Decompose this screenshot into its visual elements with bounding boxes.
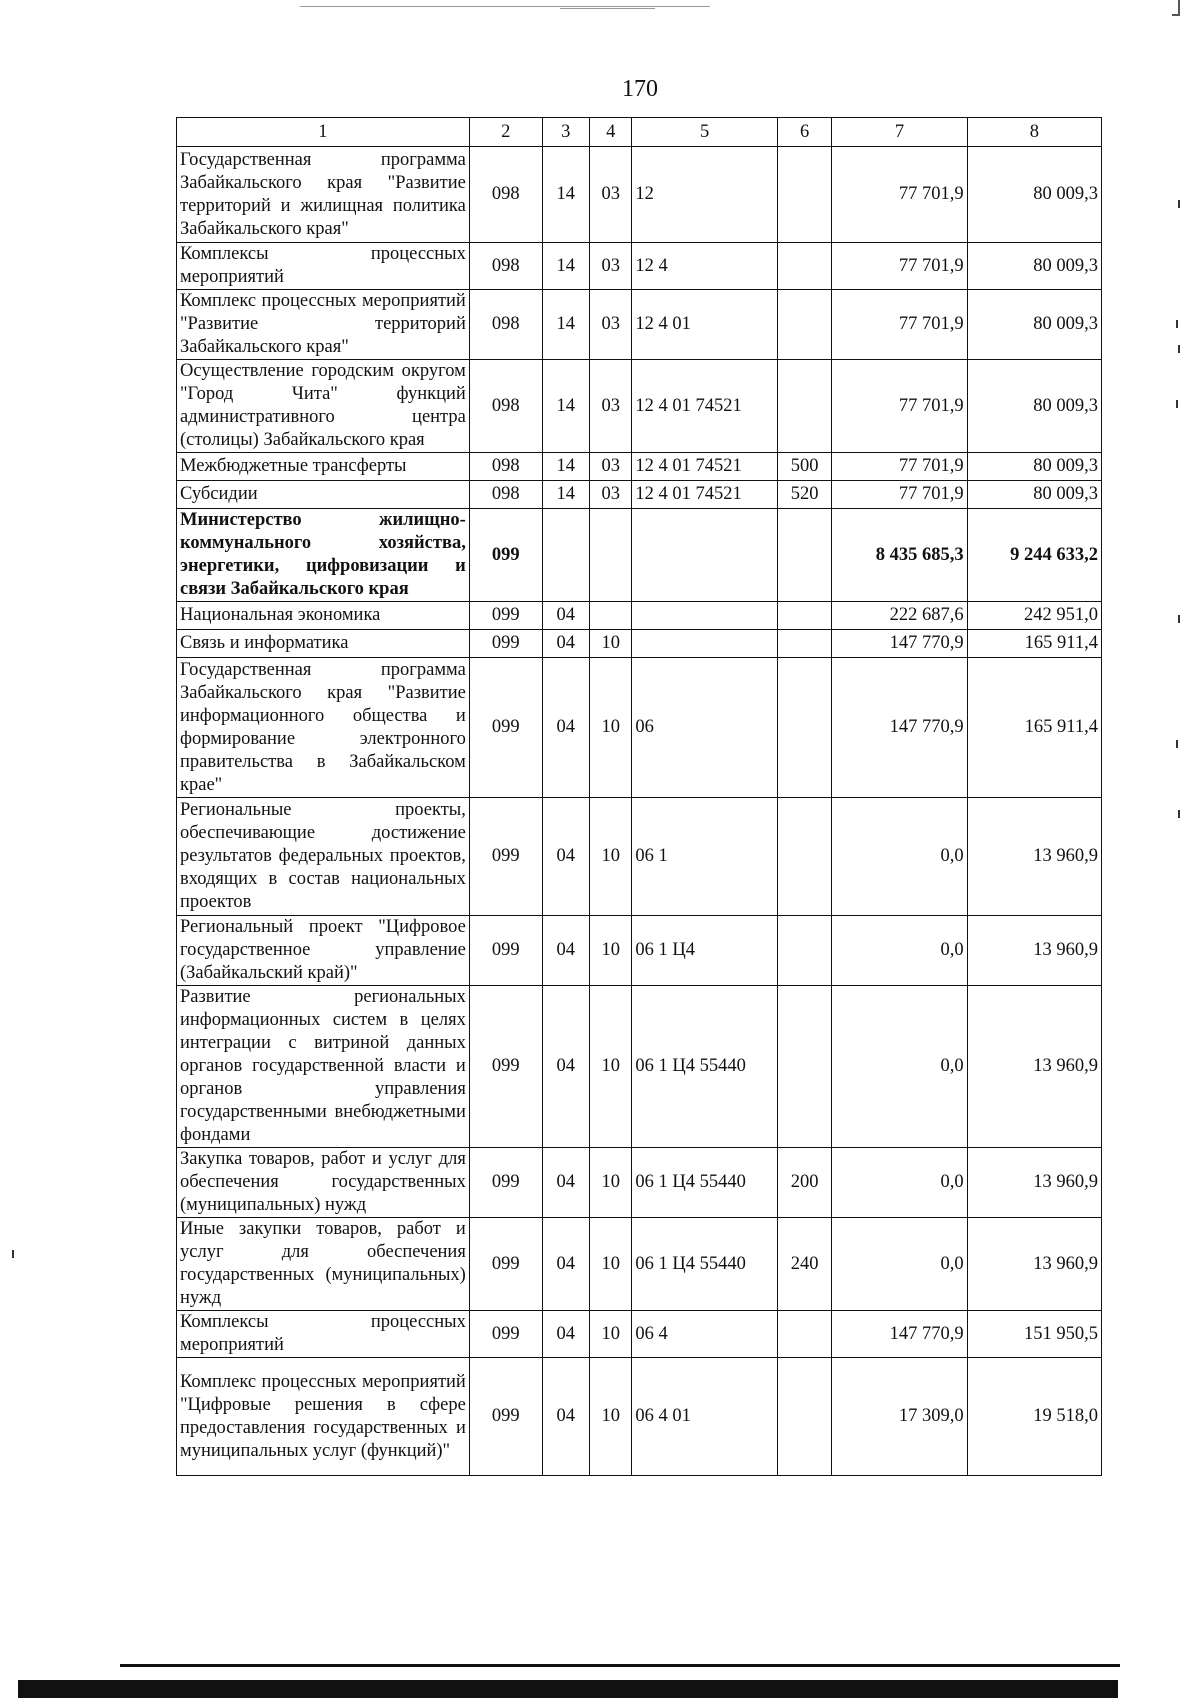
cell-subsection-code: 10 xyxy=(590,798,632,916)
cell-amount-year1: 147 770,9 xyxy=(832,630,967,658)
cell-amount-year2: 151 950,5 xyxy=(967,1311,1101,1358)
cell-amount-year2: 13 960,9 xyxy=(967,1148,1101,1218)
scan-top-rule xyxy=(300,6,710,7)
page-number: 170 xyxy=(622,76,658,102)
cell-section-code: 14 xyxy=(542,243,589,290)
cell-amount-year2: 80 009,3 xyxy=(967,243,1101,290)
cell-amount-year2: 13 960,9 xyxy=(967,916,1101,986)
cell-ministry-code: 098 xyxy=(469,290,542,360)
cell-subsection-code: 10 xyxy=(590,658,632,798)
cell-amount-year2: 19 518,0 xyxy=(967,1358,1101,1476)
cell-amount-year1: 147 770,9 xyxy=(832,658,967,798)
cell-target-article: 06 1 Ц4 55440 xyxy=(632,986,777,1148)
cell-expense-type: 240 xyxy=(777,1218,832,1311)
column-header: 7 xyxy=(832,118,967,147)
cell-amount-year2: 13 960,9 xyxy=(967,1218,1101,1311)
row-name: Комплексы процессных мероприятий xyxy=(177,243,470,290)
cell-ministry-code: 099 xyxy=(469,602,542,630)
cell-ministry-code: 099 xyxy=(469,1358,542,1476)
cell-target-article: 06 1 Ц4 55440 xyxy=(632,1148,777,1218)
cell-subsection-code: 03 xyxy=(590,147,632,243)
table-row xyxy=(177,243,1102,290)
row-name: Региональный проект "Цифровое государственное управление (Забайкальский край)" xyxy=(177,916,470,986)
cell-amount-year2: 165 911,4 xyxy=(967,630,1101,658)
scan-top-rule-short xyxy=(560,8,655,9)
row-name: Комплексы процессных мероприятий xyxy=(177,1311,470,1358)
cell-amount-year1: 0,0 xyxy=(832,986,967,1148)
cell-expense-type xyxy=(777,1311,832,1358)
cell-subsection-code xyxy=(590,509,632,602)
row-name: Региональные проекты, обеспечивающие достижение результатов федеральных проектов, входящих в состав национальных проектов xyxy=(177,798,470,916)
cell-section-code: 04 xyxy=(542,798,589,916)
table-row xyxy=(177,360,1102,453)
cell-target-article: 06 xyxy=(632,658,777,798)
cell-section-code: 14 xyxy=(542,453,589,481)
cell-section-code xyxy=(542,509,589,602)
cell-expense-type xyxy=(777,290,832,360)
row-name: Развитие региональных информационных систем в целях интеграции с витриной данных органов государственной власти и органов управления государственными внебюджетными фондами xyxy=(177,986,470,1148)
row-name: Закупка товаров, работ и услуг для обеспечения государственных (муниципальных) нужд xyxy=(177,1148,470,1218)
table-row xyxy=(177,1311,1102,1358)
cell-ministry-code: 098 xyxy=(469,453,542,481)
table-row xyxy=(177,602,1102,630)
cell-section-code: 14 xyxy=(542,481,589,509)
column-header: 4 xyxy=(590,118,632,147)
cell-expense-type: 500 xyxy=(777,453,832,481)
cell-section-code: 04 xyxy=(542,1218,589,1311)
column-header: 2 xyxy=(469,118,542,147)
cell-target-article: 12 4 xyxy=(632,243,777,290)
table-row xyxy=(177,658,1102,798)
cell-amount-year1: 77 701,9 xyxy=(832,360,967,453)
cell-ministry-code: 099 xyxy=(469,1218,542,1311)
cell-expense-type xyxy=(777,986,832,1148)
cell-ministry-code: 099 xyxy=(469,1311,542,1358)
cell-expense-type xyxy=(777,630,832,658)
cell-expense-type xyxy=(777,360,832,453)
cell-amount-year1: 222 687,6 xyxy=(832,602,967,630)
cell-subsection-code: 03 xyxy=(590,453,632,481)
row-name: Государственная программа Забайкальского края "Развитие территорий и жилищная политика Забайкальского края" xyxy=(177,147,470,243)
cell-amount-year1: 0,0 xyxy=(832,1218,967,1311)
cell-ministry-code: 098 xyxy=(469,147,542,243)
cell-subsection-code: 10 xyxy=(590,1148,632,1218)
cell-amount-year2: 165 911,4 xyxy=(967,658,1101,798)
cell-expense-type xyxy=(777,243,832,290)
cell-subsection-code: 03 xyxy=(590,243,632,290)
table-row xyxy=(177,481,1102,509)
scan-margin-mark xyxy=(1176,400,1178,408)
cell-subsection-code: 10 xyxy=(590,630,632,658)
cell-subsection-code: 03 xyxy=(590,290,632,360)
column-header: 1 xyxy=(177,118,470,147)
scan-margin-mark xyxy=(1178,200,1180,208)
cell-expense-type xyxy=(777,658,832,798)
cell-ministry-code: 099 xyxy=(469,916,542,986)
scan-bottom-edge xyxy=(18,1680,1118,1698)
row-name: Министерство жилищно-коммунального хозяйства, энергетики, цифровизации и связи Забайкальского края xyxy=(177,509,470,602)
cell-target-article: 12 4 01 74521 xyxy=(632,360,777,453)
scan-margin-mark xyxy=(1178,345,1180,353)
budget-table xyxy=(176,117,1102,1476)
cell-section-code: 04 xyxy=(542,1148,589,1218)
cell-subsection-code: 10 xyxy=(590,1311,632,1358)
scan-margin-mark xyxy=(1176,320,1178,328)
row-name: Связь и информатика xyxy=(177,630,470,658)
cell-section-code: 14 xyxy=(542,290,589,360)
cell-section-code: 04 xyxy=(542,630,589,658)
column-header: 3 xyxy=(542,118,589,147)
cell-amount-year1: 77 701,9 xyxy=(832,481,967,509)
cell-expense-type xyxy=(777,1358,832,1476)
cell-amount-year2: 9 244 633,2 xyxy=(967,509,1101,602)
cell-ministry-code: 099 xyxy=(469,509,542,602)
cell-expense-type xyxy=(777,602,832,630)
table-row xyxy=(177,798,1102,916)
cell-target-article: 12 4 01 74521 xyxy=(632,481,777,509)
cell-expense-type xyxy=(777,509,832,602)
cell-subsection-code: 10 xyxy=(590,1358,632,1476)
cell-amount-year1: 8 435 685,3 xyxy=(832,509,967,602)
scan-corner-mark xyxy=(1172,0,1180,16)
table-row xyxy=(177,509,1102,602)
cell-target-article: 12 xyxy=(632,147,777,243)
cell-ministry-code: 098 xyxy=(469,360,542,453)
table-row xyxy=(177,916,1102,986)
cell-target-article: 06 1 xyxy=(632,798,777,916)
row-name: Межбюджетные трансферты xyxy=(177,453,470,481)
scan-margin-mark xyxy=(12,1250,14,1258)
table-row xyxy=(177,1218,1102,1311)
cell-subsection-code: 10 xyxy=(590,916,632,986)
cell-section-code: 14 xyxy=(542,360,589,453)
cell-section-code: 14 xyxy=(542,147,589,243)
cell-amount-year1: 77 701,9 xyxy=(832,243,967,290)
row-name: Государственная программа Забайкальского края "Развитие информационного общества и формирование электронного правительства в Забайкальском крае" xyxy=(177,658,470,798)
cell-target-article: 06 4 01 xyxy=(632,1358,777,1476)
cell-ministry-code: 099 xyxy=(469,798,542,916)
cell-amount-year1: 77 701,9 xyxy=(832,147,967,243)
scan-margin-mark xyxy=(1178,810,1180,818)
cell-section-code: 04 xyxy=(542,1311,589,1358)
table-row xyxy=(177,147,1102,243)
scan-margin-mark xyxy=(1178,615,1180,623)
cell-target-article xyxy=(632,602,777,630)
cell-amount-year2: 80 009,3 xyxy=(967,360,1101,453)
cell-target-article: 06 1 Ц4 xyxy=(632,916,777,986)
cell-ministry-code: 099 xyxy=(469,1148,542,1218)
cell-ministry-code: 098 xyxy=(469,481,542,509)
cell-expense-type: 520 xyxy=(777,481,832,509)
cell-section-code: 04 xyxy=(542,1358,589,1476)
cell-section-code: 04 xyxy=(542,602,589,630)
row-name: Комплекс процессных мероприятий "Цифровые решения в сфере предоставления государственных и муниципальных услуг (функций)" xyxy=(177,1358,470,1476)
cell-amount-year2: 80 009,3 xyxy=(967,290,1101,360)
cell-amount-year1: 77 701,9 xyxy=(832,290,967,360)
cell-ministry-code: 099 xyxy=(469,986,542,1148)
cell-amount-year1: 77 701,9 xyxy=(832,453,967,481)
row-name: Субсидии xyxy=(177,481,470,509)
table-row xyxy=(177,1148,1102,1218)
cell-subsection-code: 03 xyxy=(590,360,632,453)
cell-amount-year2: 13 960,9 xyxy=(967,986,1101,1148)
column-header: 8 xyxy=(967,118,1101,147)
cell-subsection-code: 10 xyxy=(590,986,632,1148)
cell-subsection-code xyxy=(590,602,632,630)
table-row xyxy=(177,453,1102,481)
table-row xyxy=(177,290,1102,360)
row-name: Осуществление городским округом "Город Чита" функций административного центра (столицы) Забайкальского края xyxy=(177,360,470,453)
cell-amount-year2: 13 960,9 xyxy=(967,798,1101,916)
cell-ministry-code: 099 xyxy=(469,630,542,658)
cell-amount-year2: 80 009,3 xyxy=(967,453,1101,481)
cell-ministry-code: 098 xyxy=(469,243,542,290)
table-row xyxy=(177,630,1102,658)
column-header: 6 xyxy=(777,118,832,147)
cell-amount-year1: 0,0 xyxy=(832,916,967,986)
cell-section-code: 04 xyxy=(542,916,589,986)
cell-amount-year2: 80 009,3 xyxy=(967,481,1101,509)
table-row xyxy=(177,1358,1102,1476)
cell-ministry-code: 099 xyxy=(469,658,542,798)
cell-expense-type xyxy=(777,147,832,243)
row-name: Национальная экономика xyxy=(177,602,470,630)
cell-target-article xyxy=(632,509,777,602)
header-row xyxy=(177,118,1102,147)
cell-amount-year2: 80 009,3 xyxy=(967,147,1101,243)
cell-target-article: 12 4 01 xyxy=(632,290,777,360)
cell-expense-type xyxy=(777,798,832,916)
cell-section-code: 04 xyxy=(542,986,589,1148)
scan-bottom-line xyxy=(120,1664,1120,1667)
cell-expense-type xyxy=(777,916,832,986)
cell-amount-year2: 242 951,0 xyxy=(967,602,1101,630)
cell-amount-year1: 147 770,9 xyxy=(832,1311,967,1358)
cell-amount-year1: 0,0 xyxy=(832,1148,967,1218)
column-header: 5 xyxy=(632,118,777,147)
cell-amount-year1: 0,0 xyxy=(832,798,967,916)
cell-target-article: 06 4 xyxy=(632,1311,777,1358)
cell-amount-year1: 17 309,0 xyxy=(832,1358,967,1476)
cell-expense-type: 200 xyxy=(777,1148,832,1218)
scan-margin-mark xyxy=(1176,740,1178,748)
cell-section-code: 04 xyxy=(542,658,589,798)
row-name: Иные закупки товаров, работ и услуг для обеспечения государственных (муниципальных) нужд xyxy=(177,1218,470,1311)
table-row xyxy=(177,986,1102,1148)
row-name: Комплекс процессных мероприятий "Развитие территорий Забайкальского края" xyxy=(177,290,470,360)
cell-target-article xyxy=(632,630,777,658)
cell-target-article: 12 4 01 74521 xyxy=(632,453,777,481)
cell-subsection-code: 03 xyxy=(590,481,632,509)
cell-subsection-code: 10 xyxy=(590,1218,632,1311)
cell-target-article: 06 1 Ц4 55440 xyxy=(632,1218,777,1311)
